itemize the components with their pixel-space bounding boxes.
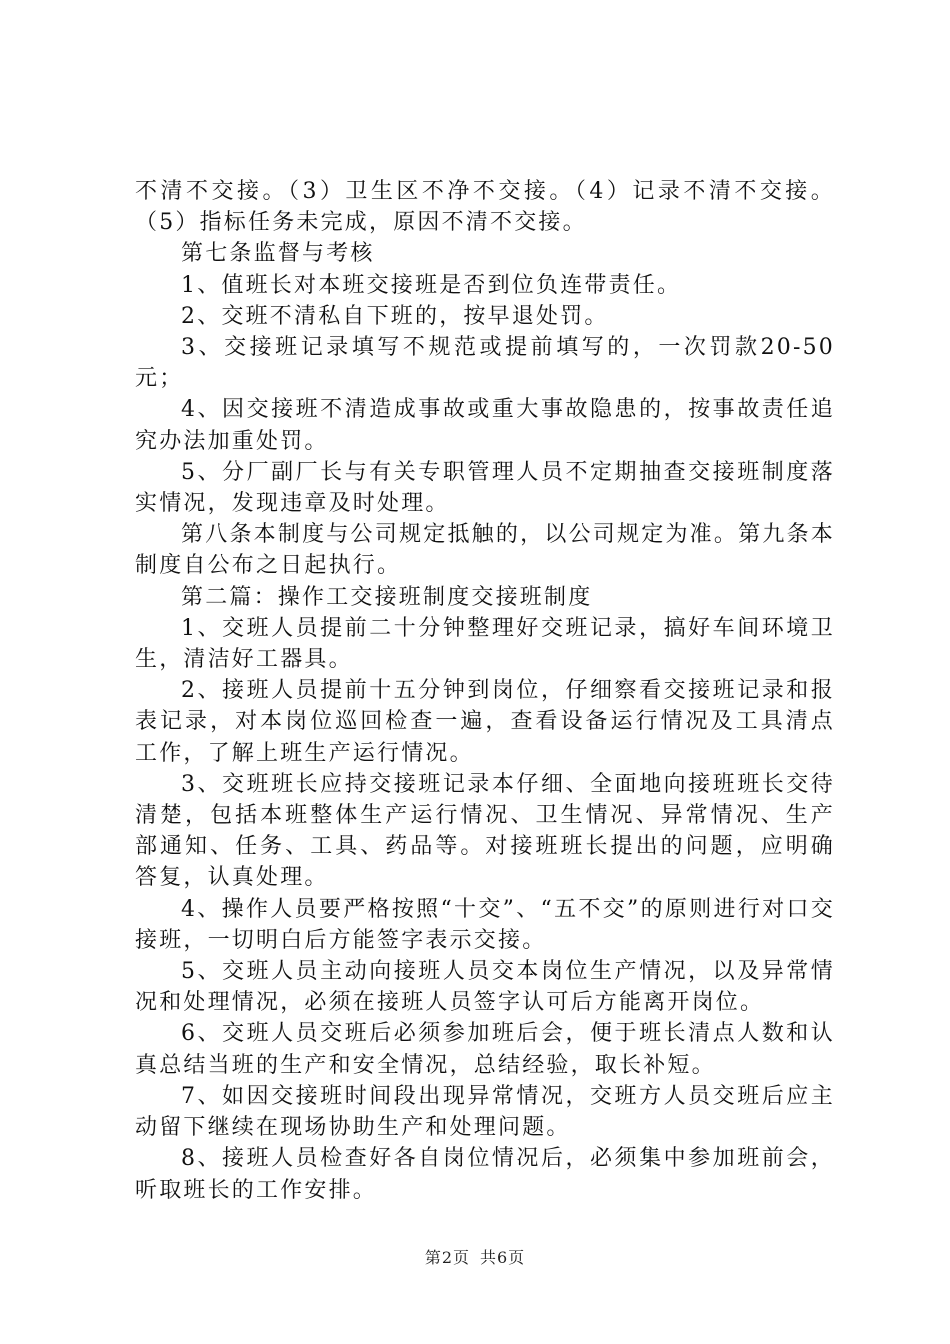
- rule-item-8: 8、接班人员检查好各自岗位情况后，必须集中参加班前会，听取班长的工作安排。: [135, 1146, 835, 1203]
- rule-item-7: 7、如因交接班时间段出现异常情况，交班方人员交班后应主动留下继续在现场协助生产和处理问题。: [135, 1083, 835, 1141]
- rule-item-4: 4、操作人员要严格按照“十交”、“五不交”的原则进行对口交接班，一切明白后方能签字表示交接。: [135, 896, 835, 953]
- paragraph-item-4: 4、因交接班不清造成事故或重大事故隐患的，按事故责任追究办法加重处罚。: [135, 397, 835, 454]
- rule-item-5: 5、交班人员主动向接班人员交本岗位生产情况，以及异常情况和处理情况，必须在接班人员签字认可后方能离开岗位。: [135, 959, 835, 1016]
- paragraph-item-3: 3、交接班记录填写不规范或提前填写的，一次罚款20-50元；: [135, 335, 835, 392]
- article-eight-nine: 第八条本制度与公司规定抵触的，以公司规定为准。第九条本制度自公布之日起执行。: [135, 522, 835, 579]
- page-total: 共6页: [480, 1248, 526, 1267]
- rule-item-1: 1、交班人员提前二十分钟整理好交班记录，搞好车间环境卫生，清洁好工器具。: [135, 615, 835, 673]
- paragraph-item-2: 2、交班不清私自下班的，按早退处罚。: [181, 303, 609, 329]
- paragraph-item-1: 1、值班长对本班交接班是否到位负连带责任。: [181, 272, 682, 298]
- article-seven-heading: 第七条监督与考核: [181, 241, 375, 267]
- paragraph-item-5: 5、分厂副厂长与有关专职管理人员不定期抽查交接班制度落实情况，发现违章及时处理。: [135, 459, 835, 517]
- rule-item-6: 6、交班人员交班后必须参加班后会，便于班长清点人数和认真总结当班的生产和安全情况，总结经验，取长补短。: [135, 1021, 835, 1078]
- page-number: 第2页: [424, 1248, 470, 1267]
- section-two-heading: 第二篇：操作工交接班制度交接班制度: [181, 584, 593, 610]
- rule-item-2: 2、接班人员提前十五分钟到岗位，仔细察看交接班记录和报表记录，对本岗位巡回检查一遍，查看设备运行情况及工具清点工作，了解上班生产运行情况。: [135, 678, 835, 766]
- document-body: [135, 176, 835, 1206]
- rule-item-3: 3、交班班长应持交接班记录本仔细、全面地向接班班长交待清楚，包括本班整体生产运行情况、卫生情况、异常情况、生产部通知、任务、工具、药品等。对接班班长提出的问题，应明确答复，认真处理。: [135, 771, 835, 891]
- page-footer: [0, 1245, 950, 1268]
- paragraph-continuation: 不清不交接。（3）卫生区不净不交接。（4）记录不清不交接。（5）指标任务未完成，原因不清不交接。: [135, 179, 835, 236]
